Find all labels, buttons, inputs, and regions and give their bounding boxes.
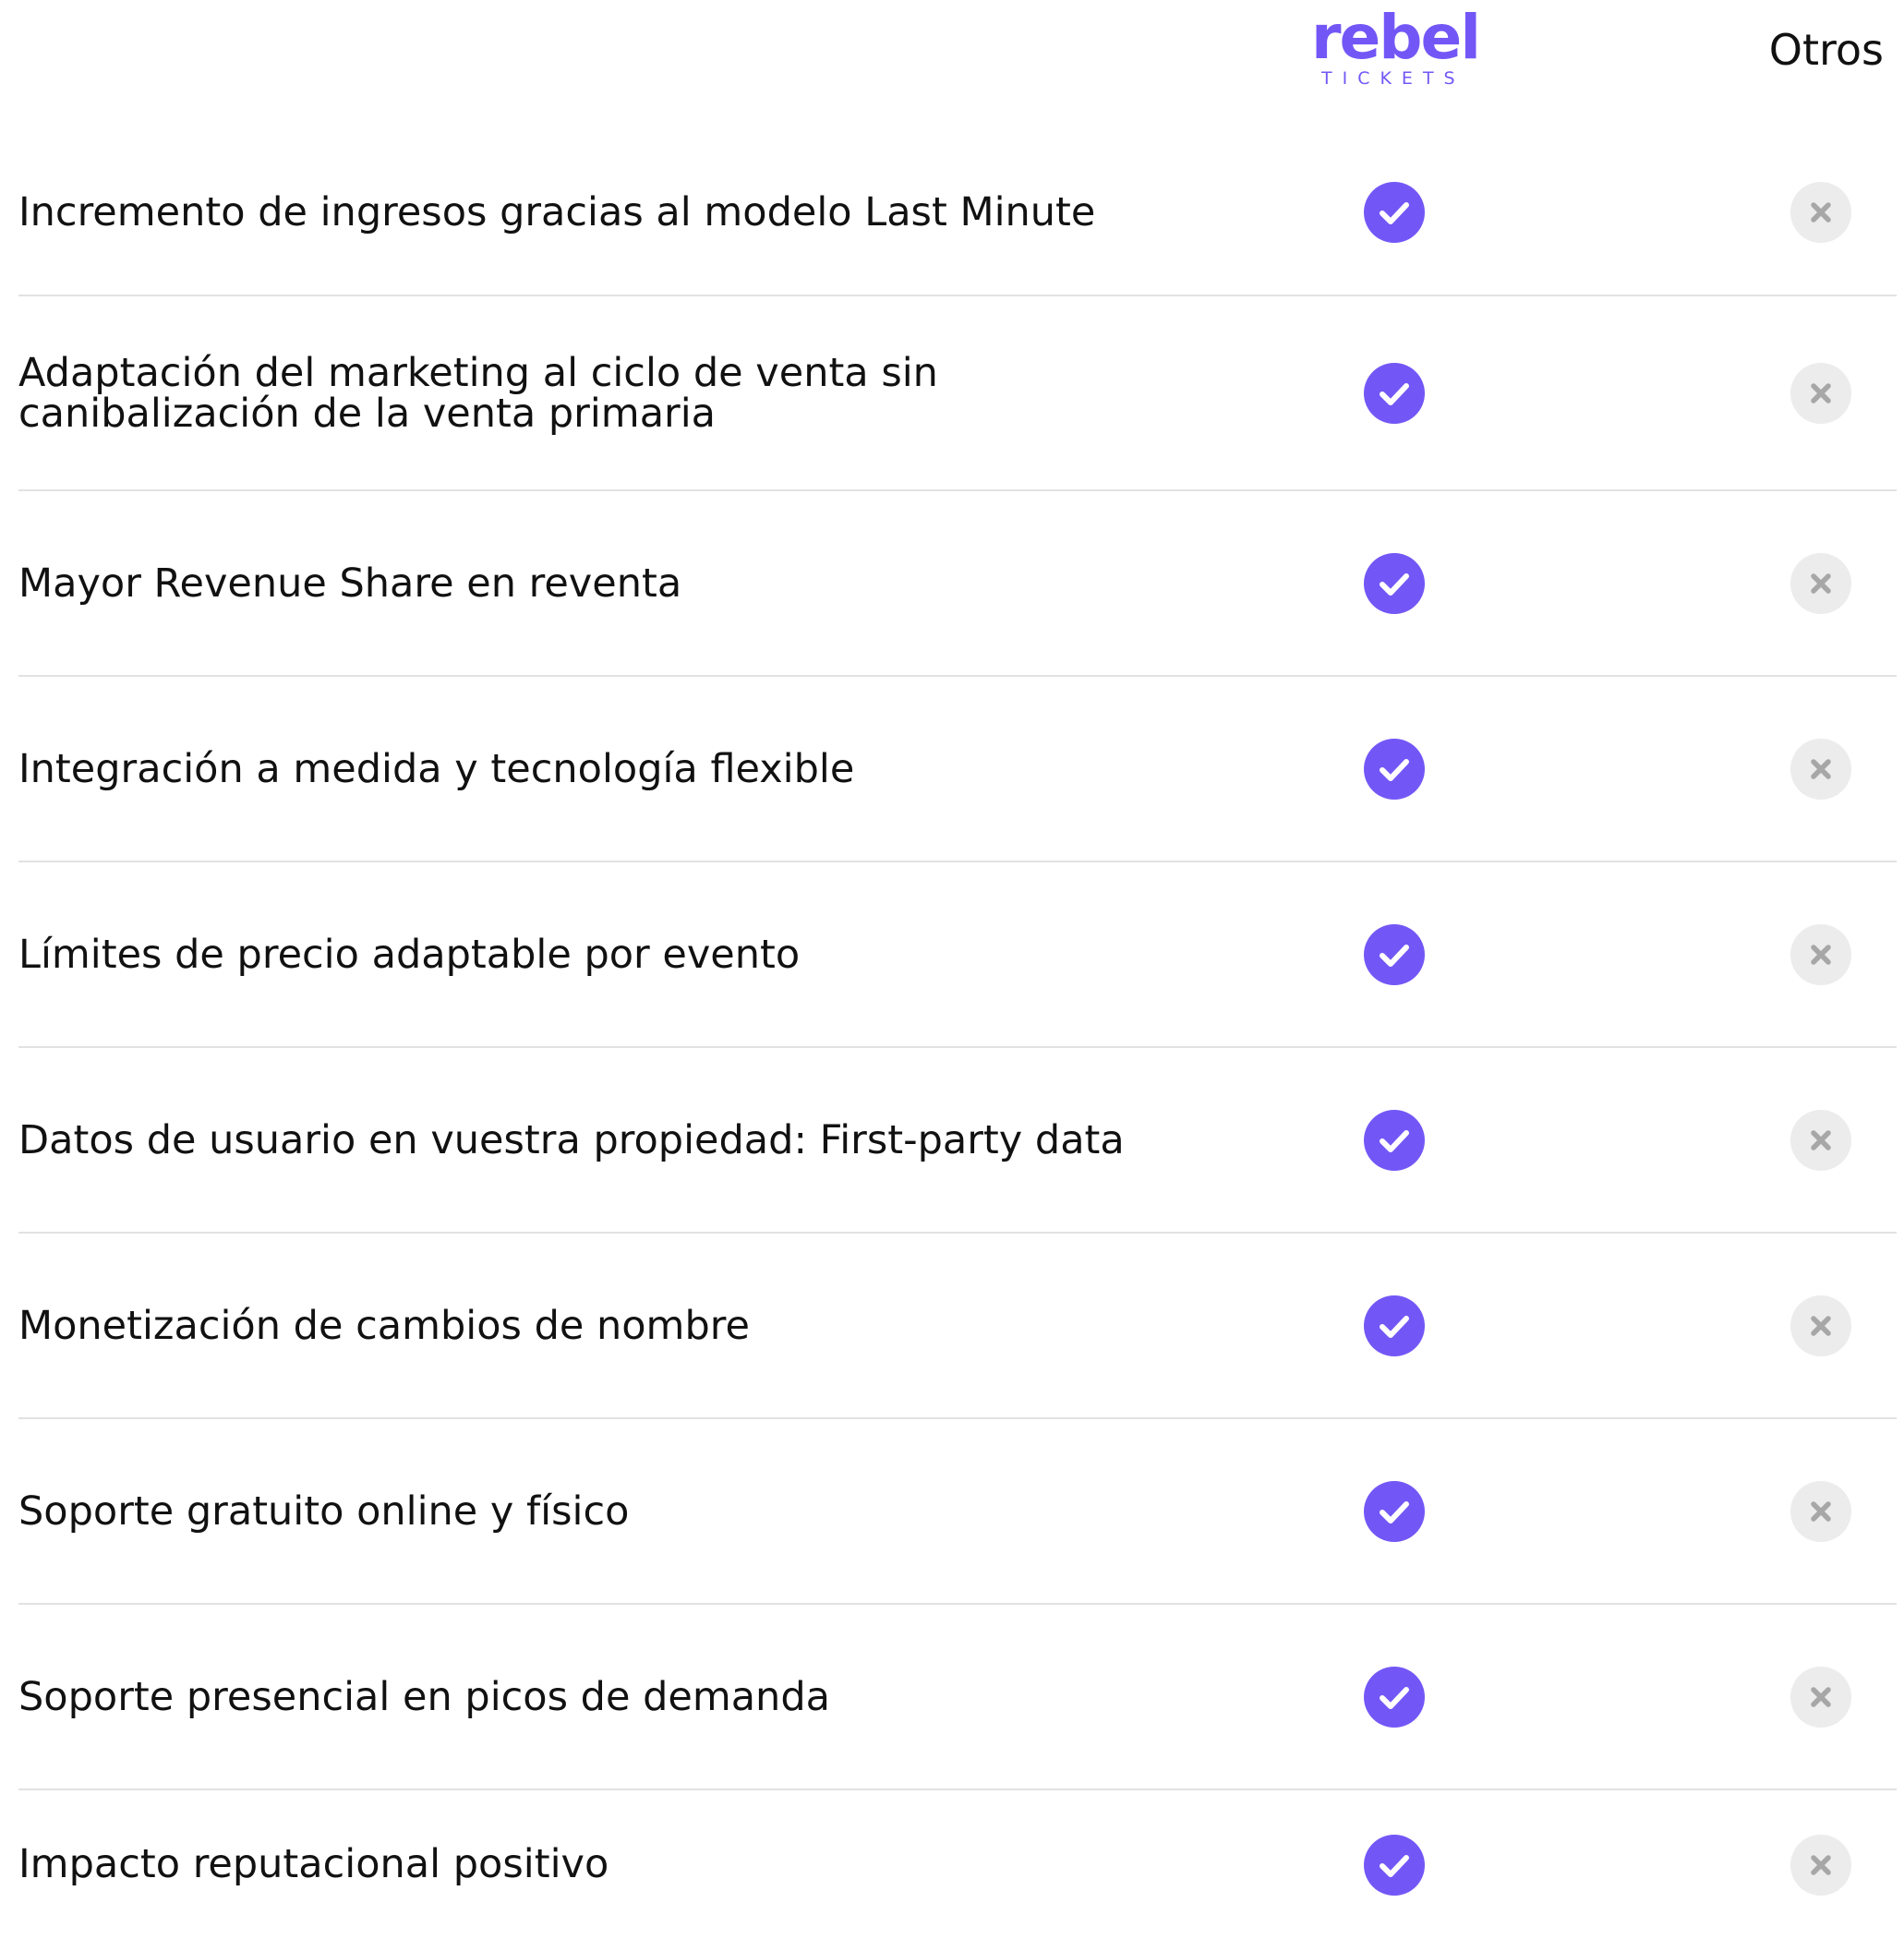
x-icon xyxy=(1790,1295,1851,1356)
check-icon xyxy=(1364,182,1425,243)
competitor-column-label: Otros xyxy=(1768,25,1884,75)
feature-label: Datos de usuario en vuestra propiedad: First-party data xyxy=(18,1116,1125,1163)
feature-label: Monetización de cambios de nombre xyxy=(18,1302,750,1349)
x-icon xyxy=(1790,1667,1851,1728)
comparison-row xyxy=(18,296,1897,491)
x-icon xyxy=(1790,1481,1851,1542)
comparison-row xyxy=(18,677,1897,862)
feature-label: Integración a medida y tecnología flexible xyxy=(18,745,855,792)
check-icon xyxy=(1364,553,1425,614)
x-icon xyxy=(1790,1835,1851,1896)
x-icon xyxy=(1790,739,1851,800)
comparison-table xyxy=(18,0,1897,1939)
check-icon xyxy=(1364,363,1425,424)
comparison-row xyxy=(18,1234,1897,1419)
comparison-row xyxy=(18,129,1897,296)
comparison-row xyxy=(18,1048,1897,1234)
feature-label: Incremento de ingresos gracias al modelo Last Minute xyxy=(18,188,1096,235)
feature-label: Límites de precio adaptable por evento xyxy=(18,931,801,978)
check-icon xyxy=(1364,1835,1425,1896)
comparison-row xyxy=(18,1605,1897,1790)
x-icon xyxy=(1790,924,1851,985)
feature-label: Soporte gratuito online y físico xyxy=(18,1487,630,1535)
x-icon xyxy=(1790,553,1851,614)
comparison-row xyxy=(18,1419,1897,1605)
feature-label: Impacto reputacional positivo xyxy=(18,1840,609,1887)
check-icon xyxy=(1364,739,1425,800)
x-icon xyxy=(1790,363,1851,424)
check-icon xyxy=(1364,924,1425,985)
check-icon xyxy=(1364,1110,1425,1171)
x-icon xyxy=(1790,1110,1851,1171)
feature-label: Mayor Revenue Share en reventa xyxy=(18,560,682,607)
x-icon xyxy=(1790,182,1851,243)
logo-subtitle: TICKETS xyxy=(1321,68,1465,89)
comparison-row xyxy=(18,491,1897,677)
logo-wordmark: rebel xyxy=(1311,2,1479,73)
feature-label: Soporte presencial en picos de demanda xyxy=(18,1673,830,1720)
check-icon xyxy=(1364,1667,1425,1728)
comparison-row xyxy=(18,1790,1897,1939)
check-icon xyxy=(1364,1481,1425,1542)
comparison-row xyxy=(18,862,1897,1048)
feature-label: Adaptación del marketing al ciclo de venta sin canibalización de la venta primaria xyxy=(18,349,938,437)
check-icon xyxy=(1364,1295,1425,1356)
